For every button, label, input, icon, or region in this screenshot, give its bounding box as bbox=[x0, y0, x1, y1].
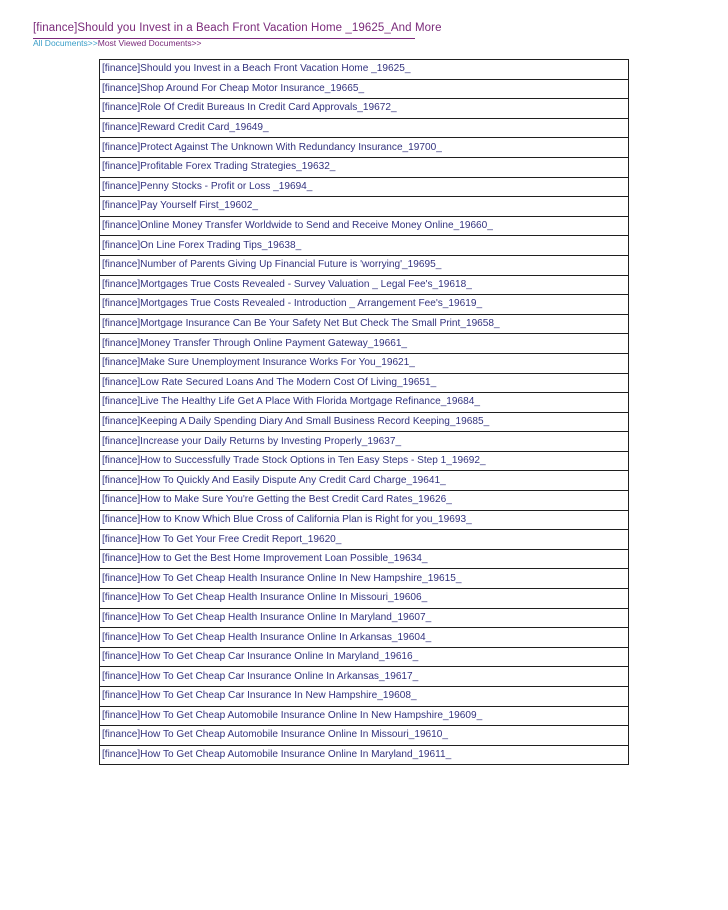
table-cell bbox=[100, 79, 629, 99]
table-row bbox=[100, 667, 629, 687]
table-cell bbox=[100, 745, 629, 765]
table-cell bbox=[100, 589, 629, 609]
document-link[interactable]: [finance]Reward Credit Card_19649_ bbox=[102, 122, 269, 134]
document-link[interactable]: [finance]Money Transfer Through Online Payment Gateway_19661_ bbox=[102, 337, 408, 349]
document-link[interactable]: [finance]Low Rate Secured Loans And The Modern Cost Of Living_19651_ bbox=[102, 376, 437, 388]
table-cell bbox=[100, 60, 629, 80]
table-row bbox=[100, 491, 629, 511]
table-row bbox=[100, 745, 629, 765]
document-link[interactable]: [finance]Profitable Forex Trading Strategies_19632_ bbox=[102, 161, 336, 173]
table-cell bbox=[100, 353, 629, 373]
table-cell bbox=[100, 118, 629, 138]
document-link[interactable]: [finance]How To Get Cheap Health Insurance Online In Maryland_19607_ bbox=[102, 611, 432, 623]
table-cell bbox=[100, 549, 629, 569]
document-link[interactable]: [finance]Number of Parents Giving Up Financial Future is 'worrying'_19695_ bbox=[102, 259, 442, 271]
document-link[interactable]: [finance]Make Sure Unemployment Insurance Works For You_19621_ bbox=[102, 357, 415, 369]
document-link[interactable]: [finance]Mortgages True Costs Revealed - Survey Valuation _ Legal Fee's_19618_ bbox=[102, 278, 472, 290]
table-row bbox=[100, 314, 629, 334]
table-row bbox=[100, 549, 629, 569]
table-cell bbox=[100, 373, 629, 393]
table-cell bbox=[100, 628, 629, 648]
table-row bbox=[100, 432, 629, 452]
document-link[interactable]: [finance]Pay Yourself First_19602_ bbox=[102, 200, 258, 212]
table-cell bbox=[100, 236, 629, 256]
table-row bbox=[100, 236, 629, 256]
table-row bbox=[100, 334, 629, 354]
document-link[interactable]: [finance]How to Successfully Trade Stock Options in Ten Easy Steps - Step 1_19692_ bbox=[102, 455, 486, 467]
table-cell bbox=[100, 157, 629, 177]
document-link[interactable]: [finance]How To Get Cheap Health Insurance Online In Arkansas_19604_ bbox=[102, 631, 432, 643]
table-cell bbox=[100, 197, 629, 217]
table-cell bbox=[100, 216, 629, 236]
document-link[interactable]: [finance]Penny Stocks - Profit or Loss _19694_ bbox=[102, 180, 313, 192]
document-link[interactable]: [finance]Mortgage Insurance Can Be Your Safety Net But Check The Small Print_19658_ bbox=[102, 318, 500, 330]
table-cell bbox=[100, 412, 629, 432]
table-row bbox=[100, 79, 629, 99]
table-row bbox=[100, 157, 629, 177]
document-link[interactable]: [finance]How To Get Cheap Car Insurance Online In Maryland_19616_ bbox=[102, 651, 419, 663]
table-cell bbox=[100, 530, 629, 550]
document-link[interactable]: [finance]Role Of Credit Bureaus In Credit Card Approvals_19672_ bbox=[102, 102, 397, 114]
document-link[interactable]: [finance]How To Get Cheap Car Insurance Online In Arkansas_19617_ bbox=[102, 670, 419, 682]
table-cell bbox=[100, 726, 629, 746]
table-row bbox=[100, 687, 629, 707]
table-cell bbox=[100, 177, 629, 197]
document-link[interactable]: [finance]Mortgages True Costs Revealed - Introduction _ Arrangement Fee's_19619_ bbox=[102, 298, 483, 310]
document-link[interactable]: [finance]How To Quickly And Easily Dispute Any Credit Card Charge_19641_ bbox=[102, 474, 446, 486]
table-cell bbox=[100, 569, 629, 589]
table-cell bbox=[100, 471, 629, 491]
table-row bbox=[100, 569, 629, 589]
table-cell bbox=[100, 334, 629, 354]
table-cell bbox=[100, 393, 629, 413]
table-cell bbox=[100, 510, 629, 530]
document-link[interactable]: [finance]Should you Invest in a Beach Front Vacation Home _19625_ bbox=[102, 63, 411, 75]
table-cell bbox=[100, 432, 629, 452]
table-cell bbox=[100, 138, 629, 158]
page-title: [finance]Should you Invest in a Beach Front Vacation Home _19625_And More bbox=[33, 22, 442, 34]
table-row bbox=[100, 295, 629, 315]
table-row bbox=[100, 510, 629, 530]
table-row bbox=[100, 216, 629, 236]
document-link[interactable]: [finance]Increase your Daily Returns by Investing Properly_19637_ bbox=[102, 435, 402, 447]
table-row bbox=[100, 726, 629, 746]
table-row bbox=[100, 412, 629, 432]
table-row bbox=[100, 471, 629, 491]
table-cell bbox=[100, 647, 629, 667]
breadcrumb bbox=[33, 38, 202, 48]
breadcrumb-all-documents-link[interactable]: All Documents>> bbox=[33, 38, 98, 48]
table-cell bbox=[100, 255, 629, 275]
document-list-table bbox=[99, 59, 629, 765]
table-row bbox=[100, 628, 629, 648]
table-row bbox=[100, 255, 629, 275]
document-link[interactable]: [finance]How to Get the Best Home Improvement Loan Possible_19634_ bbox=[102, 553, 428, 565]
table-cell bbox=[100, 491, 629, 511]
document-link[interactable]: [finance]How To Get Cheap Automobile Insurance Online In Maryland_19611_ bbox=[102, 749, 452, 761]
table-row bbox=[100, 373, 629, 393]
table-row bbox=[100, 647, 629, 667]
document-link[interactable]: [finance]Online Money Transfer Worldwide to Send and Receive Money Online_19660_ bbox=[102, 220, 493, 232]
table-row bbox=[100, 99, 629, 119]
document-link[interactable]: [finance]How To Get Cheap Car Insurance In New Hampshire_19608_ bbox=[102, 690, 417, 702]
document-link[interactable]: [finance]Shop Around For Cheap Motor Insurance_19665_ bbox=[102, 82, 365, 94]
document-link[interactable]: [finance]How To Get Cheap Automobile Insurance Online In New Hampshire_19609_ bbox=[102, 709, 483, 721]
table-row bbox=[100, 608, 629, 628]
document-link[interactable]: [finance]How To Get Your Free Credit Report_19620_ bbox=[102, 533, 342, 545]
table-cell bbox=[100, 295, 629, 315]
table-row bbox=[100, 393, 629, 413]
table-cell bbox=[100, 608, 629, 628]
table-cell bbox=[100, 667, 629, 687]
table-cell bbox=[100, 275, 629, 295]
document-link[interactable]: [finance]How To Get Cheap Health Insurance Online In Missouri_19606_ bbox=[102, 592, 428, 604]
table-cell bbox=[100, 706, 629, 726]
table-row bbox=[100, 118, 629, 138]
table-cell bbox=[100, 687, 629, 707]
table-row bbox=[100, 197, 629, 217]
document-link[interactable]: [finance]How To Get Cheap Health Insurance Online In New Hampshire_19615_ bbox=[102, 572, 462, 584]
document-link[interactable]: [finance]How to Make Sure You're Getting the Best Credit Card Rates_19626_ bbox=[102, 494, 452, 506]
document-link[interactable]: [finance]Keeping A Daily Spending Diary And Small Business Record Keeping_19685_ bbox=[102, 415, 490, 427]
table-cell bbox=[100, 314, 629, 334]
document-link[interactable]: [finance]How To Get Cheap Automobile Insurance Online In Missouri_19610_ bbox=[102, 729, 449, 741]
table-cell bbox=[100, 451, 629, 471]
table-row bbox=[100, 589, 629, 609]
table-row bbox=[100, 353, 629, 373]
document-link[interactable]: [finance]Live The Healthy Life Get A Place With Florida Mortgage Refinance_19684_ bbox=[102, 396, 480, 408]
document-link[interactable]: [finance]On Line Forex Trading Tips_19638_ bbox=[102, 239, 302, 251]
table-row bbox=[100, 530, 629, 550]
table-row bbox=[100, 706, 629, 726]
table-row bbox=[100, 60, 629, 80]
table-row bbox=[100, 138, 629, 158]
table-row bbox=[100, 451, 629, 471]
document-list-body bbox=[100, 60, 629, 765]
document-link[interactable]: [finance]Protect Against The Unknown With Redundancy Insurance_19700_ bbox=[102, 141, 442, 153]
table-row bbox=[100, 177, 629, 197]
table-row bbox=[100, 275, 629, 295]
table-cell bbox=[100, 99, 629, 119]
breadcrumb-most-viewed-link[interactable]: Most Viewed Documents>> bbox=[97, 38, 202, 48]
document-link[interactable]: [finance]How to Know Which Blue Cross of California Plan is Right for you_19693_ bbox=[102, 513, 472, 525]
